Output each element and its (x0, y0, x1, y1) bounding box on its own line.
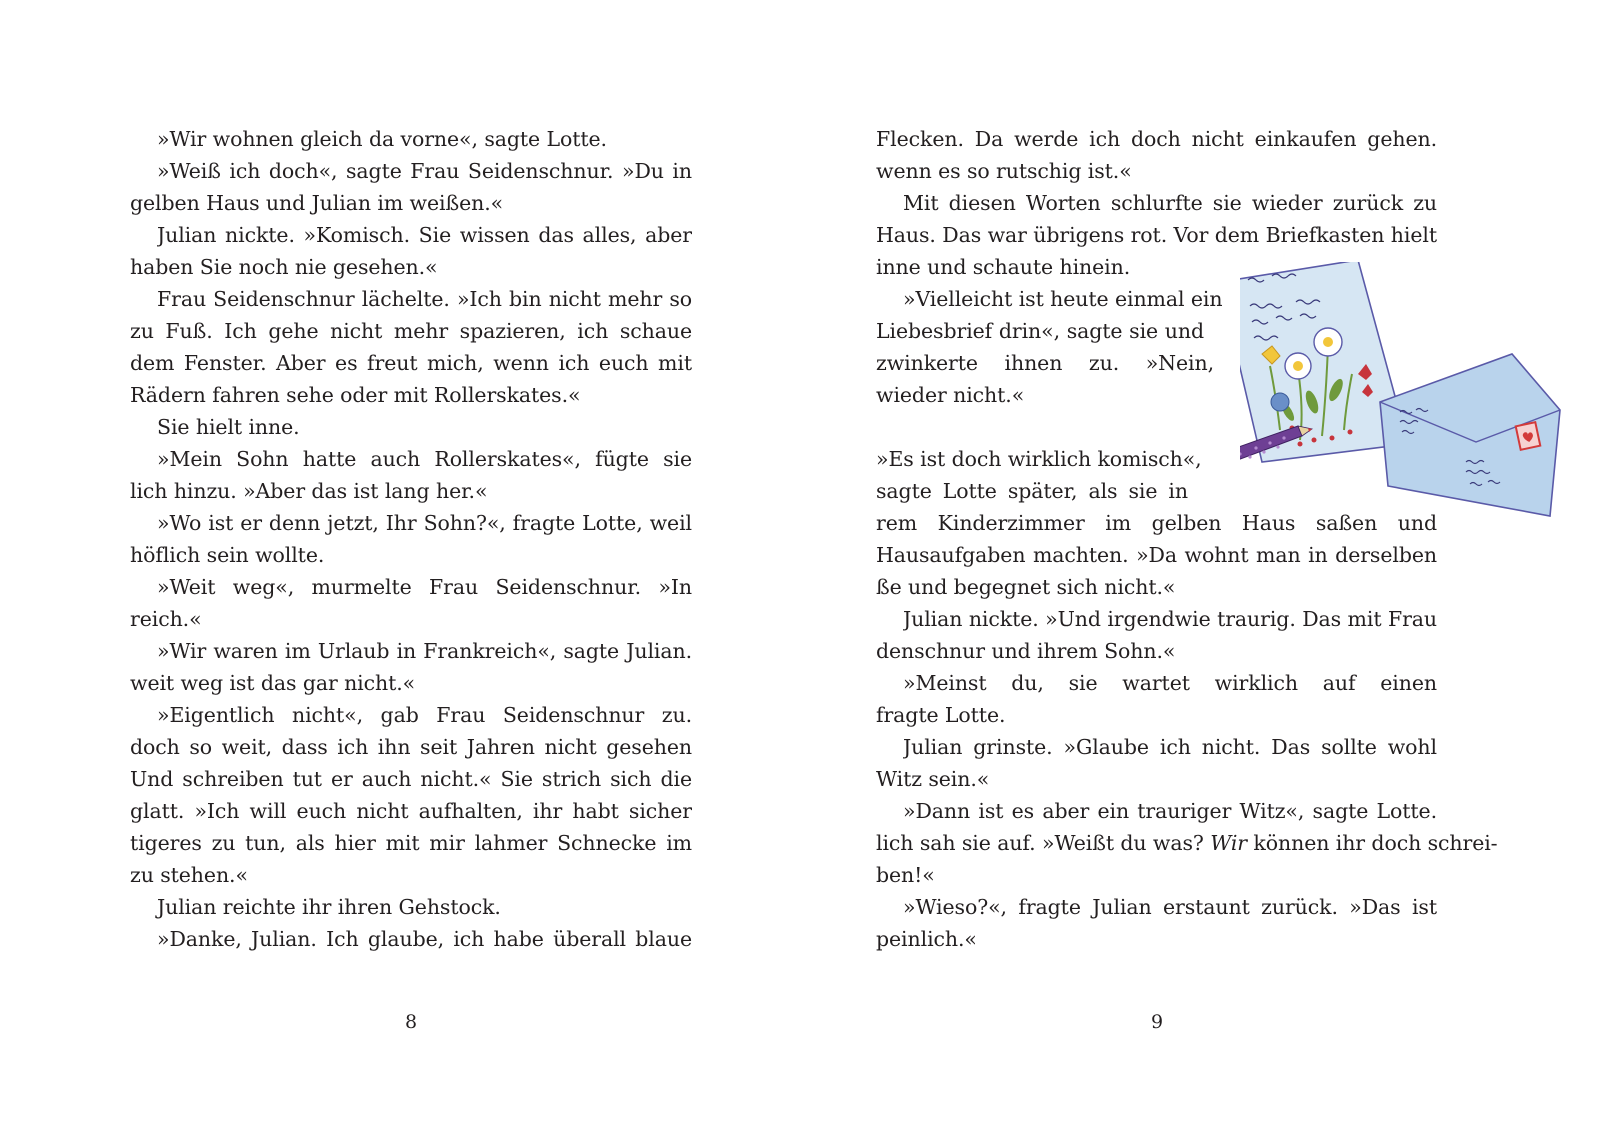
text-line: »Wir wohnen gleich da vorne«, sagte Lotte. (157, 127, 607, 151)
stamp-icon (1516, 422, 1541, 450)
text-line: »Es ist doch wirklich komisch«, (876, 447, 1202, 471)
right-page (800, 0, 1600, 1130)
text-run: können ihr doch schrei- (1247, 831, 1498, 855)
text-line: gelben Haus und Julian im weißen.« (130, 191, 504, 215)
text-line: ben!« (876, 863, 935, 887)
text-line: rem Kinderzimmer im gelben Haus saßen und (876, 511, 1437, 535)
text-line (876, 827, 1498, 859)
text-line: »Danke, Julian. Ich glaube, ich habe überall blaue (157, 927, 692, 951)
text-line: Und schreiben tut er auch nicht.« Sie strich sich die (130, 767, 692, 791)
text-line: denschnur und ihrem Sohn.« (876, 639, 1176, 663)
text-line: »Vielleicht ist heute einmal ein (903, 287, 1223, 311)
text-line: inne und schaute hinein. (876, 255, 1131, 279)
text-line: »Wieso?«, fragte Julian erstaunt zurück. »Das ist (903, 895, 1437, 919)
envelope-icon (1380, 354, 1560, 516)
text-run: lich sah sie auf. »Weißt du was? (876, 831, 1211, 855)
flower-icon (1314, 328, 1342, 356)
text-line: »Wir waren im Urlaub in Frankreich«, sagte Julian. (157, 639, 692, 663)
text-line: »Weiß ich doch«, sagte Frau Seidenschnur. »Du in (157, 159, 692, 183)
text-line: Frau Seidenschnur lächelte. »Ich bin nicht mehr so (157, 287, 692, 311)
text-line: wenn es so rutschig ist.« (876, 159, 1132, 183)
text-line: lich hinzu. »Aber das ist lang her.« (130, 479, 488, 503)
text-line: Haus. Das war übrigens rot. Vor dem Briefkasten hielt (876, 223, 1437, 247)
text-line: Julian reichte ihr ihren Gehstock. (157, 895, 501, 919)
text-line: Mit diesen Worten schlurfte sie wieder zurück zu (903, 191, 1437, 215)
page-number: 8 (404, 1011, 418, 1033)
text-line: Flecken. Da werde ich doch nicht einkaufen gehen. (876, 127, 1437, 151)
text-line: weit weg ist das gar nicht.« (130, 671, 416, 695)
text-line: zu stehen.« (130, 863, 248, 887)
emphasis-text: Wir (1210, 831, 1248, 855)
text-line: Hausaufgaben machten. »Da wohnt man in derselben (876, 543, 1437, 567)
text-line: ße und begegnet sich nicht.« (876, 575, 1176, 599)
text-line: dem Fenster. Aber es freut mich, wenn ich euch mit (130, 351, 692, 375)
text-line: »Weit weg«, murmelte Frau Seidenschnur. »In (157, 575, 692, 599)
page-number: 9 (1150, 1011, 1164, 1033)
text-line: wieder nicht.« (876, 383, 1025, 407)
text-line: Sie hielt inne. (157, 415, 300, 439)
text-line: haben Sie noch nie gesehen.« (130, 255, 438, 279)
text-line: fragte Lotte. (876, 703, 1006, 727)
text-line: »Wo ist er denn jetzt, Ihr Sohn?«, fragte Lotte, weil (157, 511, 692, 535)
text-line: Witz sein.« (876, 767, 990, 791)
text-line: Rädern fahren sehe oder mit Rollerskates.« (130, 383, 581, 407)
text-line: Julian nickte. »Und irgendwie traurig. Das mit Frau (903, 607, 1437, 631)
text-line: tigeres zu tun, als hier mit mir lahmer Schnecke im (130, 831, 692, 855)
flower-icon (1285, 353, 1311, 379)
text-line: Julian nickte. »Komisch. Sie wissen das alles, aber (157, 223, 692, 247)
text-line: Julian grinste. »Glaube ich nicht. Das sollte wohl (903, 735, 1437, 759)
text-line: Liebesbrief drin«, sagte sie und (876, 319, 1204, 343)
text-line: doch so weit, dass ich ihn seit Jahren nicht gesehen (130, 735, 692, 759)
text-line: zwinkerte ihnen zu. »Nein, (876, 351, 1214, 375)
text-line: reich.« (130, 607, 202, 631)
text-line: höflich sein wollte. (130, 543, 325, 567)
text-line: peinlich.« (876, 927, 977, 951)
text-line: »Eigentlich nicht«, gab Frau Seidenschnur zu. (157, 703, 692, 727)
text-line: sagte Lotte später, als sie in (876, 479, 1188, 503)
text-line: »Dann ist es aber ein trauriger Witz«, sagte Lotte. (903, 799, 1437, 823)
text-line: »Mein Sohn hatte auch Rollerskates«, fügte sie (157, 447, 692, 471)
text-line: glatt. »Ich will euch nicht aufhalten, ihr habt sicher (130, 799, 692, 823)
text-line: zu Fuß. Ich gehe nicht mehr spazieren, ich schaue (130, 319, 692, 343)
flower-icon (1271, 393, 1289, 411)
letter-envelope-pencil-illustration (1240, 262, 1590, 532)
text-line: »Meinst du, sie wartet wirklich auf einen (903, 671, 1437, 695)
